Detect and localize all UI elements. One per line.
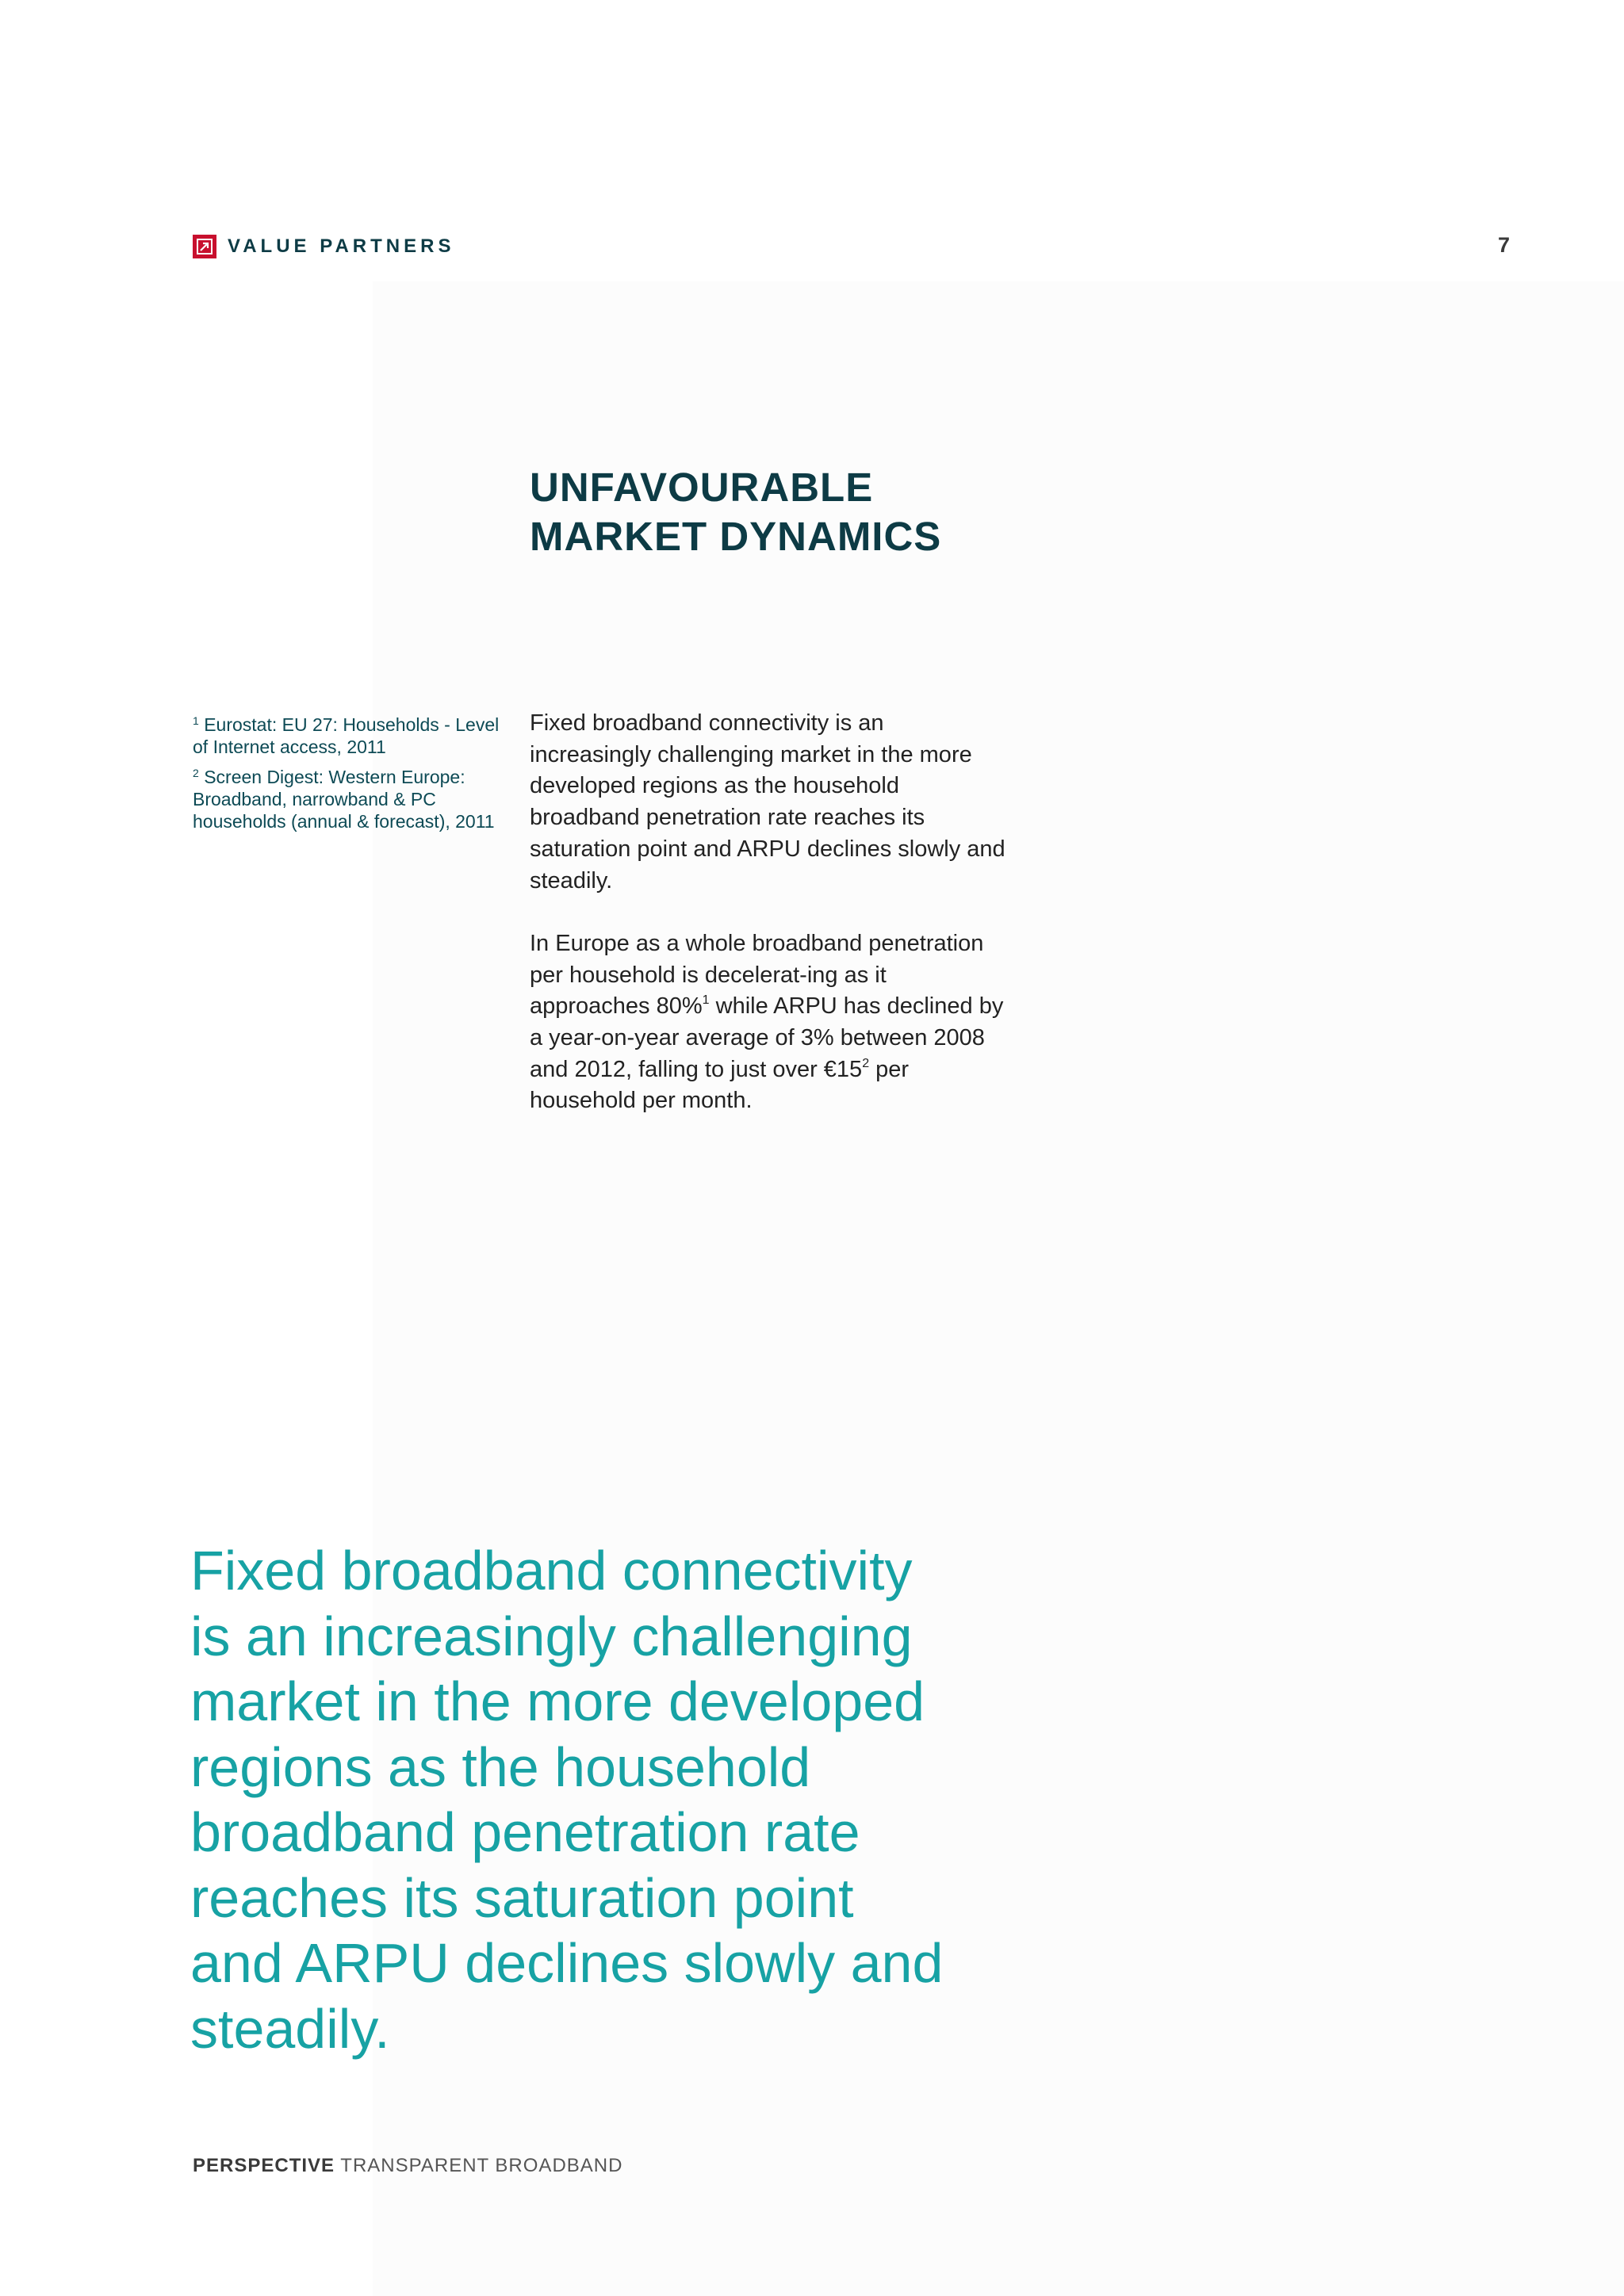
footnote-text: Eurostat: EU 27: Households - Level of Internet access, 2011 — [193, 714, 500, 757]
footer-title: TRANSPARENT BROADBAND — [340, 2155, 623, 2176]
pull-quote — [190, 1538, 1023, 2061]
body-paragraph — [530, 928, 1005, 1117]
pull-quote-line: Fixed broadband connectivity — [190, 1540, 913, 1601]
pull-quote-line: market in the more developed — [190, 1670, 925, 1732]
body-text-fragment: per household per month. — [530, 1056, 910, 1114]
pull-quote-line: reaches its saturation point — [190, 1866, 854, 1929]
logo-text: VALUE PARTNERS — [228, 235, 455, 257]
pull-quote-line: steadily. — [190, 1997, 390, 2060]
body-text-fragment: In Europe as a whole broadband penetration per household is decelerat-ing as it approaches 80% — [530, 930, 984, 1020]
title-line: UNFAVOURABLE — [530, 465, 874, 510]
pull-quote-line: broadband penetration rate — [190, 1801, 860, 1863]
page-number: 7 — [1497, 233, 1510, 257]
body-text-fragment: while ARPU has declined by a year-on-year average of 3% between 2008 and 2012, falling to just over €15 — [530, 993, 1004, 1082]
footer — [193, 2155, 622, 2177]
footer-section: PERSPECTIVE — [193, 2155, 335, 2176]
body-paragraph: Fixed broadband connectivity is an increasingly challenging market in the more developed regions as the household broadband penetration rate reaches its saturation point and ARPU declines slowly and steadily. — [530, 710, 1005, 894]
footnotes — [193, 714, 502, 840]
footnote-number: 2 — [193, 767, 199, 779]
footnote — [193, 714, 502, 758]
body-text — [530, 708, 1005, 1149]
footnote-reference: 1 — [702, 993, 710, 1008]
pull-quote-line: is an increasingly challenging — [190, 1605, 913, 1667]
footnote — [193, 766, 502, 832]
title-line: MARKET DYNAMICS — [530, 514, 942, 559]
footnote-reference: 2 — [862, 1056, 870, 1070]
arrow-up-right-icon — [193, 235, 216, 258]
footnote-number: 1 — [193, 714, 199, 727]
header-logo — [193, 233, 454, 260]
page-title — [530, 463, 1085, 561]
pull-quote-line: and ARPU declines slowly and — [190, 1932, 944, 1994]
pull-quote-line: regions as the household — [190, 1735, 811, 1798]
footnote-text: Screen Digest: Western Europe: Broadband, narrowband & PC households (annual & forecast), 2011 — [193, 767, 495, 832]
